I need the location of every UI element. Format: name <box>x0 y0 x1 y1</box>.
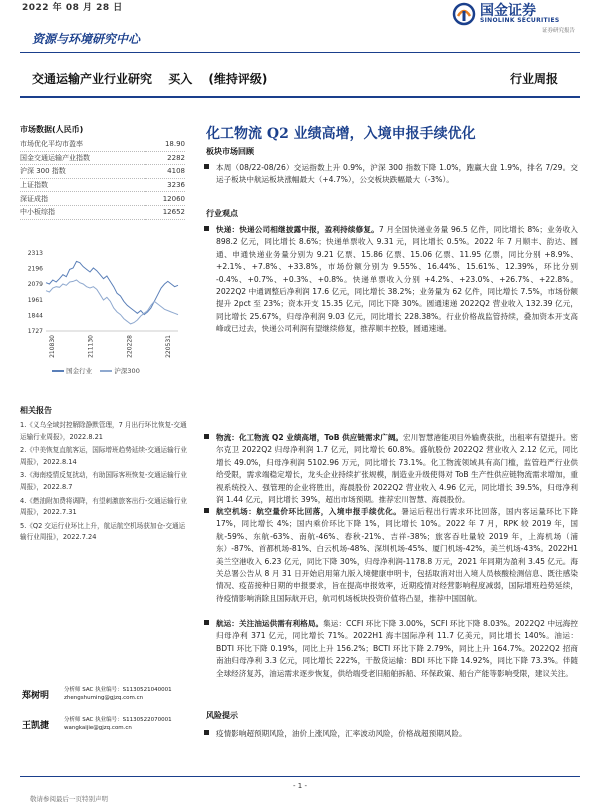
table-row <box>20 138 185 151</box>
bullet-icon <box>204 164 209 169</box>
logo-cn: 国金证券 <box>480 3 536 19</box>
market-label: 深证成指 <box>20 192 145 206</box>
x-tick-label: 220228 <box>126 335 134 358</box>
title-rule <box>20 96 580 98</box>
bullet-icon <box>204 508 209 513</box>
market-label: 市场优化平均市盈率 <box>20 138 145 151</box>
report-type: 行业周报 <box>510 72 559 86</box>
paragraph-express <box>216 224 578 336</box>
bullet-icon <box>204 226 209 231</box>
analyst-sac: 分析师 SAC 执业编号：S1130522070001 <box>64 717 172 723</box>
market-value: 12060 <box>145 192 185 206</box>
related-list <box>20 420 190 546</box>
analyst-email[interactable]: wangkaijie@gjzq.com.cn <box>64 725 132 731</box>
footer-rule <box>20 776 580 777</box>
section-risk: 风险提示 <box>206 711 238 720</box>
list-item[interactable]: 5.《Q2 交运行业环比上升，航运航空机场获加仓-交通运输行业周报》，2022.7.24 <box>20 521 186 542</box>
disclaimer-note: 敬请参阅最后一页特别声明 <box>30 795 108 803</box>
analyst-email[interactable]: zhengshuming@gjzq.com.cn <box>64 695 144 701</box>
sinolink-logo-icon <box>452 2 476 26</box>
table-row <box>20 151 185 165</box>
analyst-name: 王凯捷 <box>22 721 50 731</box>
table-row <box>20 165 185 179</box>
list-item[interactable]: 1.《义乌全域封控解除静默管理，7 月出行环比恢复-交通运输行业周报》，2022.8.21 <box>20 421 187 441</box>
logo-sub: 证券研究报告 <box>542 28 576 34</box>
analyst-2 <box>20 716 190 750</box>
series-line-2 <box>46 280 178 324</box>
y-tick-label: 2196 <box>27 265 43 273</box>
y-tick-label: 2313 <box>27 250 43 257</box>
legend-swatch-1 <box>52 370 64 372</box>
market-value: 3236 <box>145 178 185 192</box>
market-value: 2282 <box>145 151 185 165</box>
para-text: 疫情影响超预期风险，油价上涨风险，汇率波动风险，价格战超预期风险。 <box>216 729 467 738</box>
y-tick-label: 1844 <box>27 312 43 320</box>
para-lead: 航空机场：航空量价环比回落，入境申报手续优化。 <box>216 507 402 516</box>
table-row <box>20 178 185 192</box>
chart-legend <box>52 366 140 375</box>
report-date: 2022 年 08 月 28 日 <box>22 3 123 13</box>
page-number: - 1 - <box>293 782 307 790</box>
table-row <box>20 205 185 219</box>
series-line-1 <box>46 261 178 314</box>
paragraph-logistics <box>216 432 578 506</box>
industry-label: 交通运输产业行业研究 <box>32 72 153 86</box>
bullet-icon <box>204 730 209 735</box>
paragraph-market-review <box>216 162 578 187</box>
analyst-info <box>64 716 172 732</box>
list-item[interactable]: 2.《中美恢复直航客运，国际增班趋势延续-交通运输行业周报》，2022.8.14 <box>20 446 187 466</box>
para-lead: 航运：关注油运供需有利格局。 <box>216 619 324 628</box>
x-tick-label: 220531 <box>165 335 172 358</box>
paragraph-shipping <box>216 618 578 680</box>
logo <box>452 0 592 36</box>
para-lead: 物流：化工物流 Q2 业绩高增，ToB 供应链需求广阔。 <box>216 433 404 442</box>
y-tick-label: 1727 <box>27 328 43 335</box>
market-data-title: 市场数据(人民币) <box>20 125 84 134</box>
index-chart <box>18 245 188 381</box>
x-tick-label: 211130 <box>87 335 95 358</box>
market-data-table <box>20 138 185 220</box>
list-item[interactable]: 4.《燃油附加费将调降，有望刺激旅客出行-交通运输行业周报》，2022.7.31 <box>20 496 187 517</box>
legend-series-1: 国金行业 <box>66 367 93 375</box>
para-text: 集运：CCFI 环比下降 3.00%，SCFI 环比下降 8.03%。2022Q2 中远海控归母净利 371 亿元，同比增长 71%。2022H1 海丰国际净利 11.7 亿美元，同比增长 140%。油运：BDTI 环比下降 0.19%，同比上升 156.2%；BCTI 环比下降 2.79%，同比上升 164.7%。2022Q2 招商南油归母净利 3.3 亿元，同比增长 222%，干散货运输：BDI 环比下降 14.92%，同比下降 73.3%。伴随全球经济复苏，油运需求逐步恢复，供给端受老旧船舶拆船、环保政策、船台产能等影响受限，建议关注。 <box>216 619 579 678</box>
para-text: 暑运后程出行需求环比回落，国内客运量环比下降 17%，同比增长 4%；国内乘价环比下降 1%，同比增长 10%。2022 年 7 月，RPK 较 2019 年，国航-59%、东航-63%、南航-46%、春秋-21%、吉祥-38%；旅客吞吐量较 2019 年，上海机场（浦东）-87%、首都机场-81%、白云机场-48%、深圳机场-45%、厦门机场-42%，美兰机场-43%。2022H1 美兰空港收入 6.23 亿元，同比下降 30%，归母净利润-1178.8 万元，2021 年同期为盈利 3.45 亿元。海关总署公告从 8 月 31 日开始启用第九版入境健康申明卡，包括取消对出入境人员核酸检测信息、既往感染情况、疫苗接种日期的申报要求，旨在提高申报效率，近期疫情对经营影响程度减弱，国际增班趋势延续，待疫情影响消除且国际航开启，航司机场板块投资价值将凸显，推荐中国国航。 <box>216 507 579 603</box>
para-text: 7 月全国快递业务量 96.5 亿件，同比增长 8%；业务收入 898.2 亿元，同比增长 8.6%；快递单票收入 9.31 元，同比增长 0.5%。2022 年 7 月顺丰、韵达、圆通、申通快递业务量分别为 9.21 亿票、15.86 亿票、15.06 亿票、11.95 亿票，同比分别 +8.9%、+2.1%、+7.8%、+33.8%，市场份额分别为 9.55%、16.44%、15.61%、12.39%，环比分别 -0.4%、+0.7%、+0.3%、+0.8%。快递单票收入分别 +4.2%、+23.0%、+26.7%、+22.8%。2022Q2 中通调整后净利润 17.6 亿元，同比增长 38.2%；业务量为 62 亿件，同比增长 7.5%，市场份额提升 2pct 至 23%；资本开支 15.35 亿元，同比下降 30%。圆通速递 2022Q2 营业收入 132.39 亿元，同比增长 25.67%，归母净利润 9.03 亿元，同比增长 228.38%。行业价格战监管持续，叠加资本开支高峰或已过去，快递公司利润有望继续修复，推荐顺丰控股，圆通速递。 <box>216 225 578 334</box>
bullet-icon <box>204 620 209 625</box>
header-rule <box>20 52 580 53</box>
market-label: 国金交通运输产业指数 <box>20 151 145 165</box>
market-label: 中小板综指 <box>20 205 145 219</box>
market-value: 4108 <box>145 165 185 179</box>
rating-label: 买入 <box>168 72 193 86</box>
para-lead: 快递：快递公司相继披露中报，盈利持续修复。 <box>216 225 379 234</box>
research-center: 资源与环境研究中心 <box>32 32 141 46</box>
related-title: 相关报告 <box>20 406 52 415</box>
para-text: 宏川智慧港能项目外输费获批，出租率有望提升。密尔克卫 2022Q2 归母净利润 1.7 亿元，同比增长 60.8%。盛航股份 2022Q2 营业收入 2.12 亿元，同比增长 49.0%，归母净利润 5102.96 万元，同比增长 73.1%。化工物流领域具有高门槛，监管趋严行业供给受限，需求端稳定增长，龙头企业持续扩张规模，制造业升级使得对 ToB 生产性供应链物流需求增加，重视系统投入、强管理的企业将胜出，海晨股份 2022Q2 营业收入 4.96 亿元，同比增长 39.5%，归母净利润 1.44 亿元，同比增长 39%，超出市场预期。推荐宏川智慧、海晨股份。 <box>216 433 579 505</box>
list-item[interactable]: 3.《海南疫情反复扰动，有助国际客班恢复-交通运输行业周报》，2022.8.7 <box>20 471 187 491</box>
legend-series-2: 沪深300 <box>114 367 140 375</box>
analyst-info <box>64 686 172 702</box>
main-title: 化工物流 Q2 业绩高增，入境申报手续优化 <box>206 126 476 142</box>
market-label: 沪深 300 指数 <box>20 165 145 179</box>
bullet-icon <box>204 434 209 439</box>
report-line <box>32 70 279 87</box>
rating-note: (维持评级) <box>208 72 268 86</box>
legend-swatch-2 <box>100 370 112 372</box>
analyst-sac: 分析师 SAC 执业编号：S1130521040001 <box>64 687 172 693</box>
logo-en: SINOLINK SECURITIES <box>480 17 560 24</box>
market-label: 上证指数 <box>20 178 145 192</box>
y-tick-label: 2079 <box>27 281 43 289</box>
section-market-review: 板块市场回顾 <box>206 147 254 156</box>
market-value: 12652 <box>145 205 185 219</box>
table-row <box>20 192 185 206</box>
market-value: 18.90 <box>145 138 185 151</box>
paragraph-risk <box>216 728 578 740</box>
y-tick-label: 1961 <box>27 296 43 304</box>
paragraph-aviation <box>216 506 578 605</box>
x-tick-label: 210830 <box>49 335 56 358</box>
analyst-name: 郑树明 <box>22 691 50 701</box>
analyst-1 <box>20 686 190 720</box>
section-views: 行业观点 <box>206 209 238 218</box>
para-text: 本周（08/22-08/26）交运指数上升 0.9%，沪深 300 指数下降 1.0%，跑赢大盘 1.9%，排名 7/29。交运子板块中航运板块涨幅最大（+4.7%），公交板块跌幅最大（-3%）。 <box>216 163 578 185</box>
